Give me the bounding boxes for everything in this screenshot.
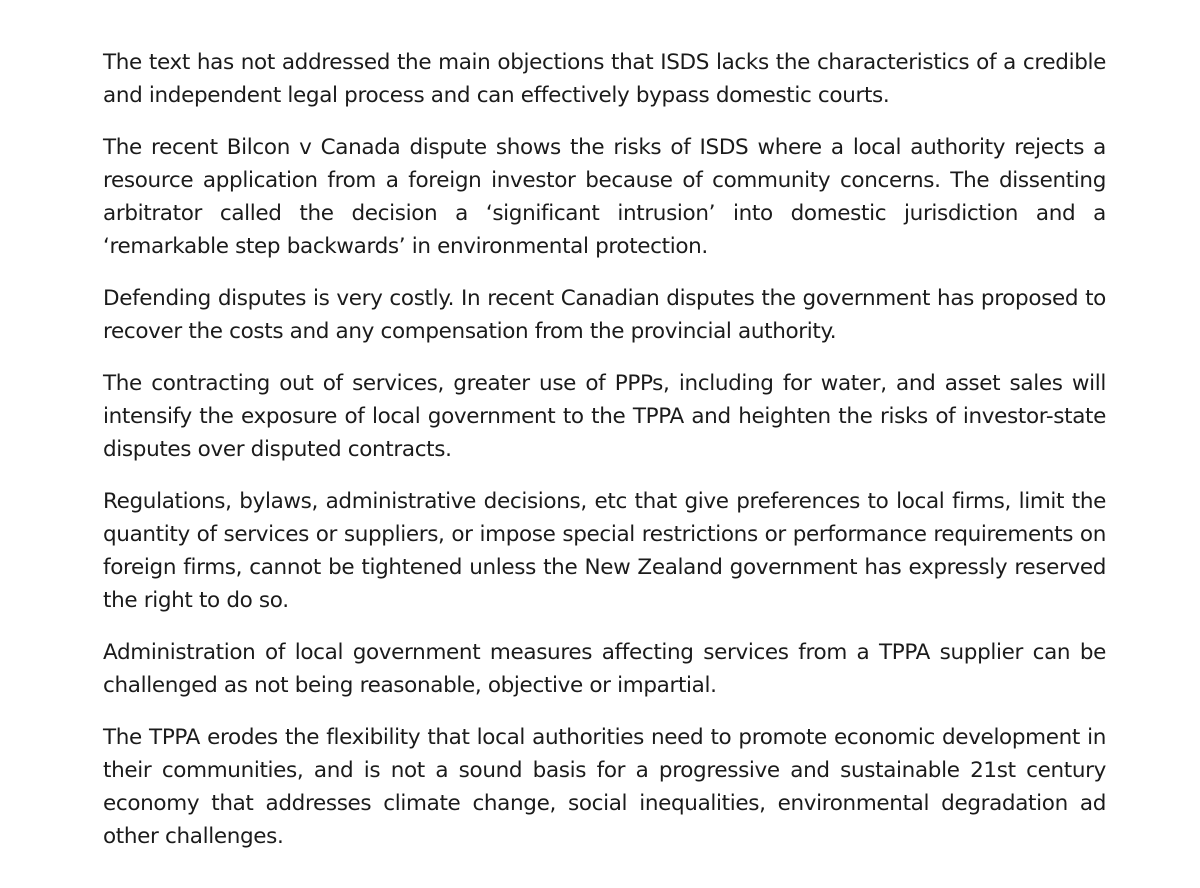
- paragraph-administration: Administration of local government measures affecting services from a TPPA supplier can be challenged as not being reasonable, objective or impartial.: [103, 640, 1106, 698]
- document-body: [103, 46, 1106, 853]
- paragraph-tppa-flexibility: The TPPA erodes the flexibility that local authorities need to promote economic development in their communities, and is not a sound basis for a progressive and sustainable 21st century economy that addresses climate change, social inequalities, environmental degradation ad other challenges.: [103, 725, 1106, 849]
- paragraph-dispute-costs: Defending disputes is very costly. In recent Canadian disputes the government has proposed to recover the costs and any compensation from the provincial authority.: [103, 286, 1106, 344]
- paragraph-bilcon-dispute: The recent Bilcon v Canada dispute shows the risks of ISDS where a local authority rejects a resource application from a foreign investor because of community concerns. The dissenting arbitrator called the decision a ‘significant intrusion’ into domestic jurisdiction and a ‘remarkable step backwards’ in environmental protection.: [103, 135, 1106, 259]
- paragraph-contracting-out: The contracting out of services, greater use of PPPs, including for water, and asset sales will intensify the exposure of local government to the TPPA and heighten the risks of investor-state disputes over disputed contracts.: [103, 371, 1106, 462]
- paragraph-regulations: Regulations, bylaws, administrative decisions, etc that give preferences to local firms, limit the quantity of services or suppliers, or impose special restrictions or performance requirements on foreign firms, cannot be tightened unless the New Zealand government has expressly reserved the right to do so.: [103, 489, 1106, 613]
- paragraph-isds-objections: The text has not addressed the main objections that ISDS lacks the characteristics of a credible and independent legal process and can effectively bypass domestic courts.: [103, 50, 1106, 108]
